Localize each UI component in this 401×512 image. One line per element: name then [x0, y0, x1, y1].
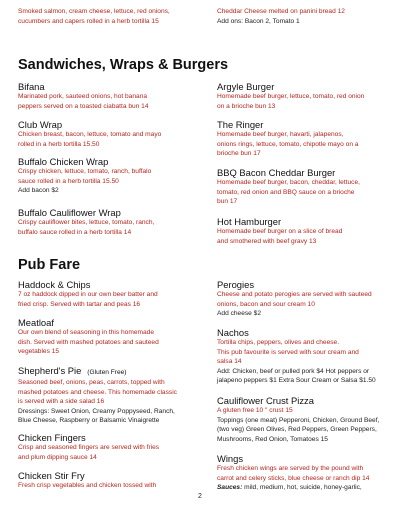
item-title: Buffalo Chicken Wrap: [18, 156, 109, 167]
item-description: mashed potatoes and cheese. This homemade classic: [18, 388, 177, 396]
menu-item-chicken-fingers: [18, 432, 204, 462]
item-addons: Add bacon $2: [18, 187, 59, 195]
item-addons: Add cheese $2: [217, 310, 261, 318]
item-title: The Ringer: [217, 119, 264, 130]
item-description: vegetables 15: [18, 348, 60, 356]
item-title: Perogies: [217, 279, 255, 290]
menu-item-buffalo-chicken-wrap: [18, 156, 204, 196]
item-description: Fresh crisp vegetables and chicken tossed with: [18, 482, 157, 489]
section-title-sandwiches: Sandwiches, Wraps & Burgers: [18, 57, 229, 73]
item-title-text: Shepherd's Pie: [18, 365, 82, 376]
item-title: Club Wrap: [18, 119, 63, 130]
item-description: dish. Served with mashed potatoes and sauteed: [18, 338, 159, 346]
item-title: Argyle Burger: [217, 81, 275, 92]
item-addons: jalapeno peppers $1 Extra Sour Cream or Salsa $1.50: [217, 377, 376, 385]
item-description: Crisp and seasoned fingers are served with fries: [18, 444, 160, 451]
item-description: Homemade beef burger on a slice of bread: [217, 228, 343, 235]
item-description: Tortilla chips, peppers, olives and cheese.: [217, 339, 340, 346]
menu-item-bbq-bacon-cheddar-burger: [217, 167, 401, 207]
item-description: and plum dipping sauce 14: [18, 453, 97, 461]
item-addons: Add: Chicken, beef or pulled pork $4 Hot peppers or: [217, 367, 370, 375]
item-description: 7 oz haddock dipped in our own beer batter and: [18, 291, 158, 298]
item-title: Hot Hamburger: [217, 216, 282, 227]
menu-item-cauliflower-crust-pizza: [217, 395, 401, 444]
item-description: onions rings, lettuce, tomato, chipotle mayo on a: [217, 140, 359, 148]
menu-item-bifana: [18, 81, 204, 111]
item-description: brioche bun 17: [217, 150, 261, 158]
item-description: Cheddar Cheese melted on panini bread 12: [217, 8, 345, 15]
sauces-label: Sauces:: [217, 484, 243, 492]
menu-item-club-wrap: [18, 119, 204, 149]
item-title: [18, 365, 204, 378]
item-description: onions, bacon and sour cream 10: [217, 300, 315, 308]
menu-item-wings: [217, 453, 401, 493]
item-title: Meatloaf: [18, 317, 54, 328]
top-right-continuation: [217, 7, 397, 26]
item-description: Crispy cauliflower bites, lettuce, tomato, ranch,: [18, 219, 155, 226]
item-description: Chicken breast, bacon, lettuce, tomato and mayo: [18, 131, 162, 138]
menu-item-argyle-burger: [217, 81, 401, 111]
menu-item-haddock-chips: [18, 279, 204, 309]
item-title: Chicken Fingers: [18, 432, 86, 443]
menu-item-hot-hamburger: [217, 216, 401, 246]
item-description: tomato, red onion and BBQ sauce on a brioche: [217, 188, 355, 196]
item-description: salsa 14: [217, 358, 242, 366]
item-description: Cheese and potato perogies are served with sauteed: [217, 291, 372, 298]
item-description: Fresh chicken wings are served by the pound with: [217, 465, 364, 472]
item-description: Smoked salmon, cream cheese, lettuce, red onions,: [18, 8, 170, 15]
item-toppings: Mushrooms, Red Onion, Tomatoes 15: [217, 435, 328, 443]
item-description: Homemade beef burger, havarti, jalapenos,: [217, 131, 344, 138]
item-title: Buffalo Cauliflower Wrap: [18, 207, 121, 218]
item-description: and smothered with beef gravy 13: [217, 237, 317, 245]
menu-item-nachos: [217, 327, 401, 386]
item-toppings: Toppings (one meat) Pepperoni, Chicken, Ground Beef,: [217, 416, 380, 424]
item-description: on a brioche bun 13: [217, 102, 276, 110]
item-title: Cauliflower Crust Pizza: [217, 395, 314, 406]
menu-item-chicken-stir-fry: [18, 470, 204, 491]
item-title: Bifana: [18, 81, 45, 92]
item-description: rolled in a herb tortilla 15.50: [18, 140, 100, 148]
item-title: Haddock & Chips: [18, 279, 91, 290]
item-description: buffalo sauce rolled in a herb tortilla 14: [18, 228, 132, 236]
gluten-free-tag: (Gluten Free): [87, 369, 127, 376]
item-description: fried crisp. Served with tartar and peas 16: [18, 300, 141, 308]
menu-item-buffalo-cauliflower-wrap: [18, 207, 204, 237]
page-number: 2: [198, 493, 202, 500]
item-description: is served with a side salad 16: [18, 398, 105, 406]
item-dressings: Dressings: Sweet Onion, Creamy Poppyseed, Ranch,: [18, 407, 175, 415]
item-description: sauce rolled in a herb tortilla 15.50: [18, 177, 119, 185]
section-title-pub-fare: Pub Fare: [18, 257, 81, 273]
item-description: A gluten free 10 " crust 15: [217, 407, 293, 414]
top-left-continuation: [18, 7, 198, 26]
item-toppings: (two veg) Green Olives, Red Peppers, Green Peppers,: [217, 426, 377, 434]
item-description: bun 17: [217, 198, 238, 206]
menu-item-shepherds-pie: [18, 365, 204, 426]
item-title: Nachos: [217, 327, 249, 338]
item-description: Seasoned beef, onions, peas, carrots, topped with: [18, 379, 165, 386]
menu-item-meatloaf: [18, 317, 204, 357]
item-description: Marinated pork, sauteed onions, hot banana: [18, 93, 148, 100]
item-title: Chicken Stir Fry: [18, 470, 85, 481]
item-description: carrot and celery sticks, blue cheese or ranch dip 14: [217, 474, 370, 482]
menu-item-the-ringer: [217, 119, 401, 159]
item-sauces: [217, 483, 401, 493]
item-description: This pub favourite is served with sour cream and: [217, 348, 359, 356]
sauces-text: mild, medium, hot, suicide, honey-garlic,: [242, 484, 362, 492]
menu-item-perogies: [217, 279, 401, 319]
item-description: Crispy chicken, lettuce, tomato, ranch, buffalo: [18, 168, 152, 175]
item-description: peppers served on a toasted ciabatta bun 14: [18, 102, 149, 110]
item-title: Wings: [217, 453, 244, 464]
item-description: Homemade beef burger, bacon, cheddar, lettuce,: [217, 179, 360, 186]
item-description: cucumbers and capers rolled in a herb tortilla 15: [18, 17, 159, 25]
item-title: BBQ Bacon Cheddar Burger: [217, 167, 336, 178]
item-description: Homemade beef burger, lettuce, tomato, red onion: [217, 93, 365, 100]
item-addons: Add ons: Bacon 2, Tomato 1: [217, 17, 300, 25]
item-description: Our own blend of seasoning in this homemade: [18, 329, 154, 336]
item-dressings: Blue Cheese, Raspberry or Balsamic Vinaigrette: [18, 417, 160, 425]
